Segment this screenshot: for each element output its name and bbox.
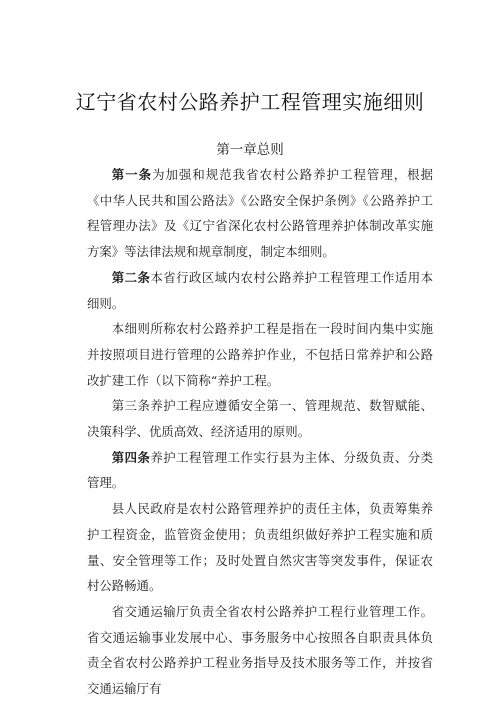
document-body [87,162,433,702]
paragraph-article-2 [87,265,433,316]
paragraph-province-duty [87,599,433,702]
paragraph-text: 县人民政府是农村公路管理养护的责任主体，负责筹集养护工程资金，监管资金使用；负责组织做好养护工程实施和质量、安全管理等工作；及时处置自然灾害等突发事件，保证农村公路畅通。 [87,501,433,594]
paragraph-article-1 [87,162,433,265]
paragraph-text: 为加强和规范我省农村公路养护工程管理，根据《中华人民共和国公路法》《公路安全保护条例》《公路养护工程管理办法》及《辽宁省深化农村公路管理养护体制改革实施方案》等法律法规和规章制度，制定本细则。 [87,167,434,260]
paragraph-definition [87,316,433,393]
paragraph-county-duty [87,496,433,599]
article-number: 第四条 [111,449,151,465]
paragraph-text: 省交通运输厅负责全省农村公路养护工程行业管理工作。省交通运输事业发展中心、事务服务中心按照各自职责具体负责全省农村公路养护工程业务指导及技术服务等工作，并按省交通运输厅有 [87,603,433,697]
chapter-heading: 第一章总则 [216,142,284,158]
paragraph-text: 养护工程管理工作实行县为主体、分级负责、分类管理。 [87,449,434,491]
paragraph-article-4 [87,445,433,496]
article-number: 第一条 [111,167,153,182]
document-title: 辽宁省农村公路养护工程管理实施细则 [75,90,425,114]
paragraph-text: 第三条养护工程应遵循安全第一、管理规范、数智赋能、决策科学、优质高效、经济适用的原则。 [87,398,433,440]
article-number: 第二条 [111,269,151,285]
paragraph-article-3 [87,393,433,444]
paragraph-text: 本细则所称农村公路养护工程是指在一段时间内集中实施并按照项目进行管理的公路养护作业，不包括日常养护和公路改扩建工作（以下简称“养护工程。 [87,321,433,388]
paragraph-text: 本省行政区域内农村公路养护工程管理工作适用本细则。 [87,269,434,311]
